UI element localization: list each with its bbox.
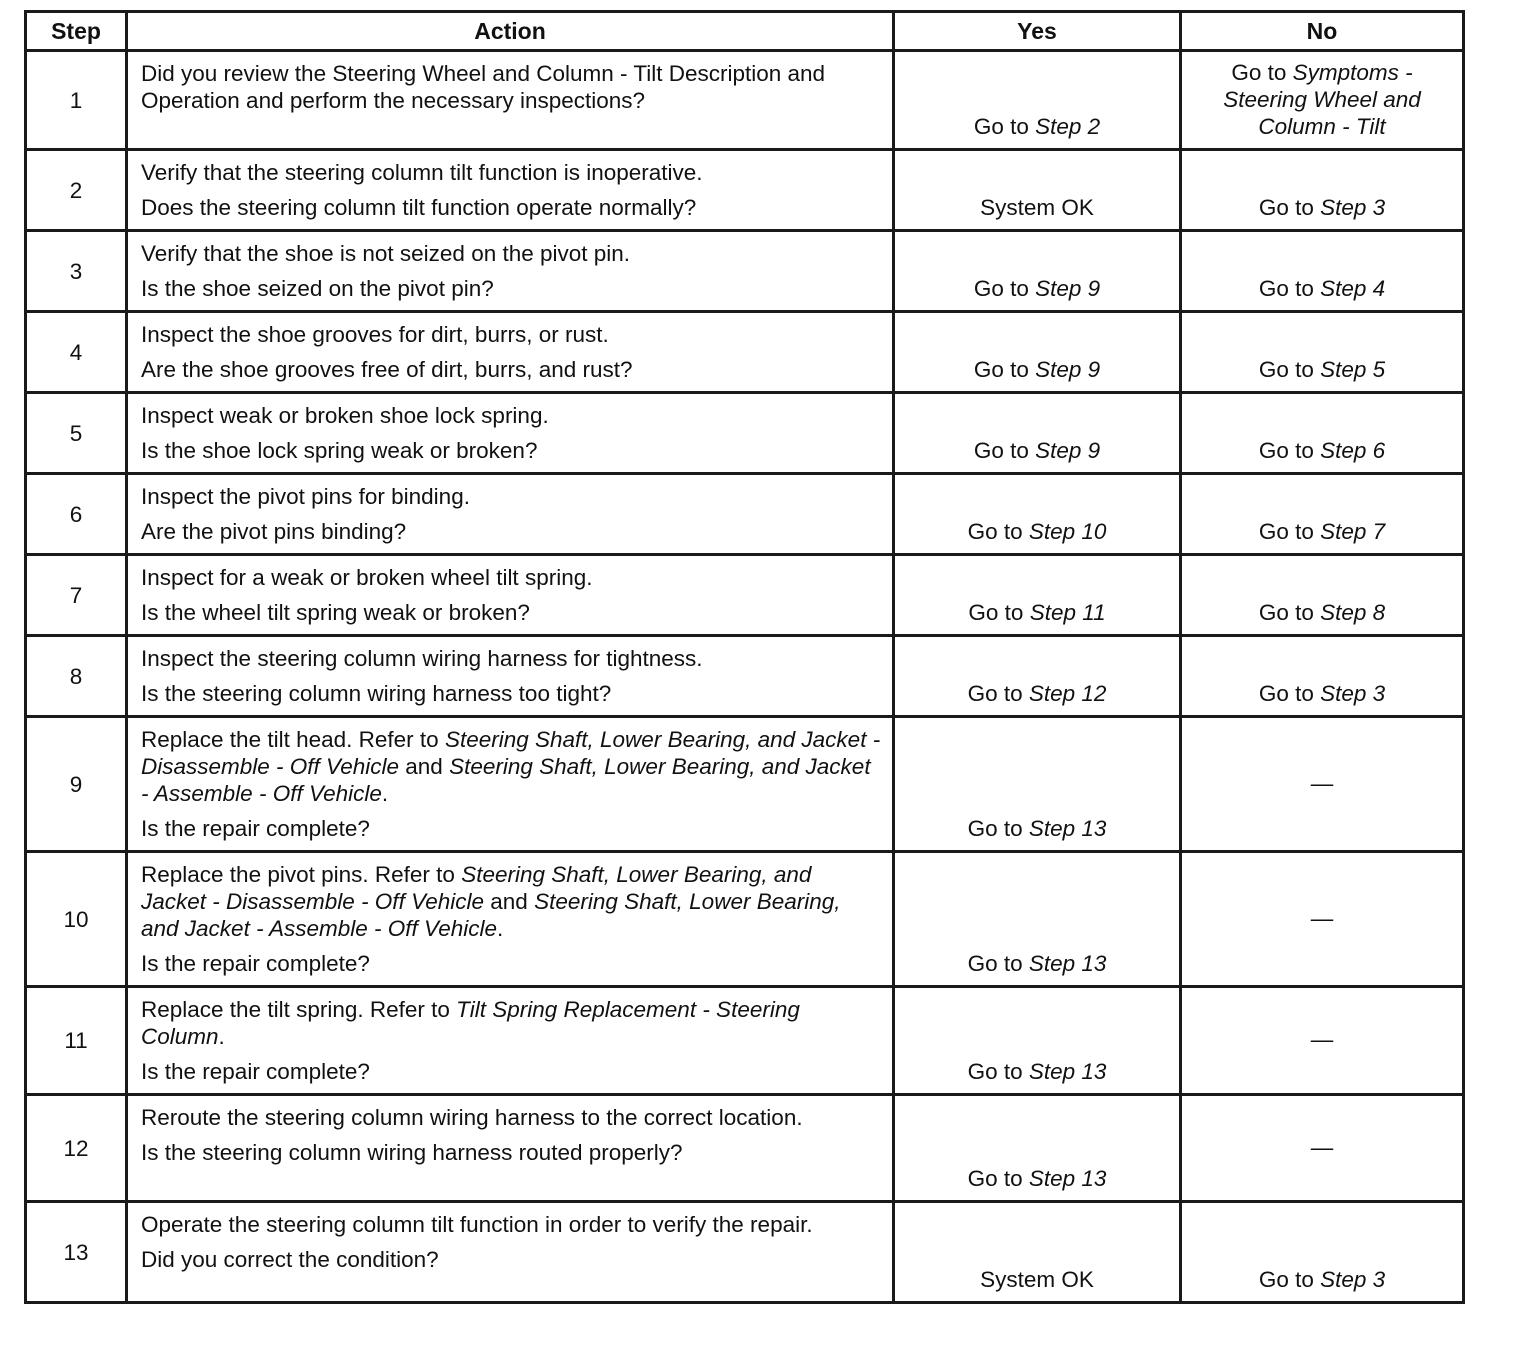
action-paragraph [141, 159, 882, 186]
no-result [1181, 231, 1464, 312]
text-segment: Go to [967, 816, 1029, 841]
action-cell [127, 717, 894, 852]
action-cell [127, 636, 894, 717]
no-result [1181, 636, 1464, 717]
reference-text: Step 4 [1320, 276, 1386, 301]
text-segment: — [1310, 1027, 1334, 1052]
reference-text: Step 6 [1320, 438, 1386, 463]
action-paragraph [141, 356, 882, 383]
reference-text: Steering Shaft, Lower Bearing, and Jacket - Disassemble - Off Vehicle [141, 727, 881, 779]
reference-text: Step 13 [1028, 816, 1107, 841]
text-segment: Reroute the steering column wiring harness to the correct location. [141, 1105, 803, 1130]
action-paragraph [141, 680, 882, 707]
yes-result [894, 987, 1181, 1095]
table-row [26, 1095, 1464, 1202]
text-segment: Inspect weak or broken shoe lock spring. [141, 403, 549, 428]
text-segment: — [1310, 1134, 1334, 1160]
yes-result [894, 474, 1181, 555]
yes-result [894, 1095, 1181, 1202]
text-segment: Inspect the steering column wiring harness for tightness. [141, 646, 703, 671]
reference-text: Steering Shaft, Lower Bearing, and Jacket - Assemble - Off Vehicle [141, 754, 871, 806]
action-paragraph [141, 564, 882, 591]
reference-text: Step 2 [1035, 114, 1101, 139]
yes-result [894, 51, 1181, 150]
table-row [26, 474, 1464, 555]
text-segment: Is the shoe lock spring weak or broken? [141, 438, 538, 463]
no-result [1181, 51, 1464, 150]
text-segment: Go to [973, 276, 1036, 301]
step-number: 8 [26, 636, 127, 717]
yes-result [894, 150, 1181, 231]
step-number: 7 [26, 555, 127, 636]
text-segment: Go to [967, 1059, 1029, 1084]
reference-text: Step 9 [1035, 438, 1101, 463]
table-row [26, 555, 1464, 636]
action-paragraph [141, 194, 882, 221]
text-segment: Did you review the Steering Wheel and Column - Tilt Description and Operation and perform the necessary inspections? [141, 61, 826, 113]
no-result [1181, 474, 1464, 555]
reference-text: Step 13 [1028, 1166, 1107, 1191]
action-cell [127, 150, 894, 231]
text-segment: Go to [973, 357, 1036, 382]
yes-result [894, 231, 1181, 312]
action-paragraph [141, 950, 882, 977]
text-segment: Go to [1258, 438, 1321, 463]
text-segment: Is the repair complete? [141, 816, 370, 841]
reference-text: Step 7 [1320, 519, 1386, 544]
step-number: 12 [26, 1095, 127, 1202]
text-segment: — [1310, 770, 1334, 796]
reference-text: Step 11 [1029, 600, 1106, 625]
no-result [1181, 1202, 1464, 1303]
step-number: 5 [26, 393, 127, 474]
text-segment: Is the wheel tilt spring weak or broken? [141, 600, 530, 625]
action-paragraph [141, 815, 882, 842]
text-segment: — [1310, 905, 1334, 931]
text-segment: Are the pivot pins binding? [141, 519, 407, 544]
step-number: 13 [26, 1202, 127, 1303]
action-cell [127, 1202, 894, 1303]
no-result [1181, 717, 1464, 852]
text-segment: Go to [1258, 276, 1321, 301]
text-segment: Is the steering column wiring harness routed properly? [141, 1140, 683, 1165]
text-segment: Replace the tilt spring. Refer to [141, 997, 457, 1022]
text-segment: Go to [973, 438, 1036, 463]
action-paragraph [141, 1211, 882, 1238]
reference-text: Step 9 [1035, 276, 1101, 301]
action-paragraph [141, 599, 882, 626]
text-segment: Go to [967, 1166, 1029, 1191]
reference-text: Step 10 [1028, 519, 1107, 544]
text-segment: Go to [1258, 681, 1321, 706]
action-paragraph [141, 1139, 882, 1166]
step-number: 11 [26, 987, 127, 1095]
text-segment: Does the steering column tilt function operate normally? [141, 195, 697, 220]
no-result [1181, 987, 1464, 1095]
table-row [26, 636, 1464, 717]
yes-result [894, 717, 1181, 852]
step-number: 10 [26, 852, 127, 987]
action-paragraph [141, 437, 882, 464]
reference-text: Steering Shaft, Lower Bearing, and Jacket - Assemble - Off Vehicle [141, 889, 841, 941]
action-paragraph [141, 518, 882, 545]
reference-text: Step 12 [1028, 681, 1107, 706]
text-segment: Go to [967, 681, 1029, 706]
action-paragraph [141, 321, 882, 348]
no-result [1181, 852, 1464, 987]
table-row [26, 393, 1464, 474]
reference-text: Step 3 [1320, 195, 1386, 220]
no-result [1181, 1095, 1464, 1202]
action-paragraph [141, 60, 882, 114]
text-segment: and [484, 889, 535, 914]
text-segment: Replace the pivot pins. Refer to [141, 862, 462, 887]
text-segment: System OK [980, 1267, 1094, 1292]
table-row [26, 150, 1464, 231]
action-paragraph [141, 483, 882, 510]
action-cell [127, 987, 894, 1095]
action-paragraph [141, 1246, 882, 1273]
action-cell [127, 555, 894, 636]
reference-text: Step 3 [1320, 1267, 1386, 1292]
action-paragraph [141, 996, 882, 1050]
action-paragraph [141, 645, 882, 672]
action-cell [127, 852, 894, 987]
text-segment: Go to [1258, 519, 1321, 544]
action-paragraph [141, 402, 882, 429]
text-segment: Is the shoe seized on the pivot pin? [141, 276, 494, 301]
reference-text: Symptoms - Steering Wheel and Column - Tilt [1223, 60, 1421, 139]
text-segment: . [218, 1024, 225, 1049]
table-row [26, 852, 1464, 987]
action-cell [127, 312, 894, 393]
reference-text: Step 13 [1028, 1059, 1107, 1084]
text-segment: . [496, 916, 504, 941]
table-row [26, 717, 1464, 852]
reference-text: Tilt Spring Replacement - Steering Column [141, 997, 800, 1049]
text-segment: System OK [980, 195, 1094, 220]
action-cell [127, 1095, 894, 1202]
no-result [1181, 555, 1464, 636]
action-cell [127, 474, 894, 555]
text-segment: Go to [973, 114, 1036, 139]
table-row [26, 1202, 1464, 1303]
step-number: 9 [26, 717, 127, 852]
text-segment: Go to [967, 951, 1029, 976]
text-segment: Are the shoe grooves free of dirt, burrs, and rust? [141, 357, 633, 382]
no-result [1181, 393, 1464, 474]
step-number: 3 [26, 231, 127, 312]
step-number: 6 [26, 474, 127, 555]
yes-result [894, 1202, 1181, 1303]
no-result [1181, 150, 1464, 231]
reference-text: Steering Shaft, Lower Bearing, and Jacket - Disassemble - Off Vehicle [141, 862, 812, 914]
yes-result [894, 312, 1181, 393]
table-row [26, 231, 1464, 312]
text-segment: Go to [967, 519, 1029, 544]
action-cell [127, 231, 894, 312]
text-segment: Is the repair complete? [141, 1059, 370, 1084]
yes-result [894, 852, 1181, 987]
table-row [26, 987, 1464, 1095]
diagnostic-table [24, 10, 1465, 1304]
header-yes: Yes [894, 12, 1181, 51]
table-row [26, 312, 1464, 393]
text-segment: Go to [1258, 600, 1321, 625]
yes-result [894, 555, 1181, 636]
text-segment: and [399, 754, 450, 779]
text-segment: Inspect for a weak or broken wheel tilt spring. [141, 565, 593, 590]
reference-text: Step 8 [1320, 600, 1386, 625]
reference-text: Step 13 [1028, 951, 1107, 976]
action-paragraph [141, 1058, 882, 1085]
text-segment: Inspect the pivot pins for binding. [141, 484, 470, 509]
step-number: 2 [26, 150, 127, 231]
text-segment: Verify that the steering column tilt function is inoperative. [141, 160, 703, 185]
text-segment: Is the steering column wiring harness too tight? [141, 681, 612, 706]
action-paragraph [141, 1104, 882, 1131]
text-segment: Go to [968, 600, 1030, 625]
yes-result [894, 636, 1181, 717]
header-step: Step [26, 12, 127, 51]
text-segment: . [381, 781, 389, 806]
text-segment: Did you correct the condition? [141, 1247, 439, 1272]
text-segment: Inspect the shoe grooves for dirt, burrs, or rust. [141, 322, 609, 347]
action-cell [127, 51, 894, 150]
action-paragraph [141, 726, 882, 807]
action-paragraph [141, 861, 882, 942]
action-paragraph [141, 275, 882, 302]
action-cell [127, 393, 894, 474]
action-paragraph [141, 240, 882, 267]
table-row [26, 51, 1464, 150]
header-action: Action [127, 12, 894, 51]
reference-text: Step 3 [1320, 681, 1386, 706]
reference-text: Step 5 [1320, 357, 1386, 382]
reference-text: Step 9 [1035, 357, 1101, 382]
step-number: 4 [26, 312, 127, 393]
text-segment: Is the repair complete? [141, 951, 370, 976]
text-segment: Operate the steering column tilt function in order to verify the repair. [141, 1212, 813, 1237]
text-segment: Go to [1258, 1267, 1321, 1292]
yes-result [894, 393, 1181, 474]
header-row [26, 12, 1464, 51]
text-segment: Replace the tilt head. Refer to [141, 727, 445, 752]
header-no: No [1181, 12, 1464, 51]
text-segment: Verify that the shoe is not seized on the pivot pin. [141, 241, 631, 266]
step-number: 1 [26, 51, 127, 150]
text-segment: Go to [1258, 357, 1321, 382]
text-segment: Go to [1231, 60, 1293, 85]
text-segment: Go to [1258, 195, 1321, 220]
no-result [1181, 312, 1464, 393]
